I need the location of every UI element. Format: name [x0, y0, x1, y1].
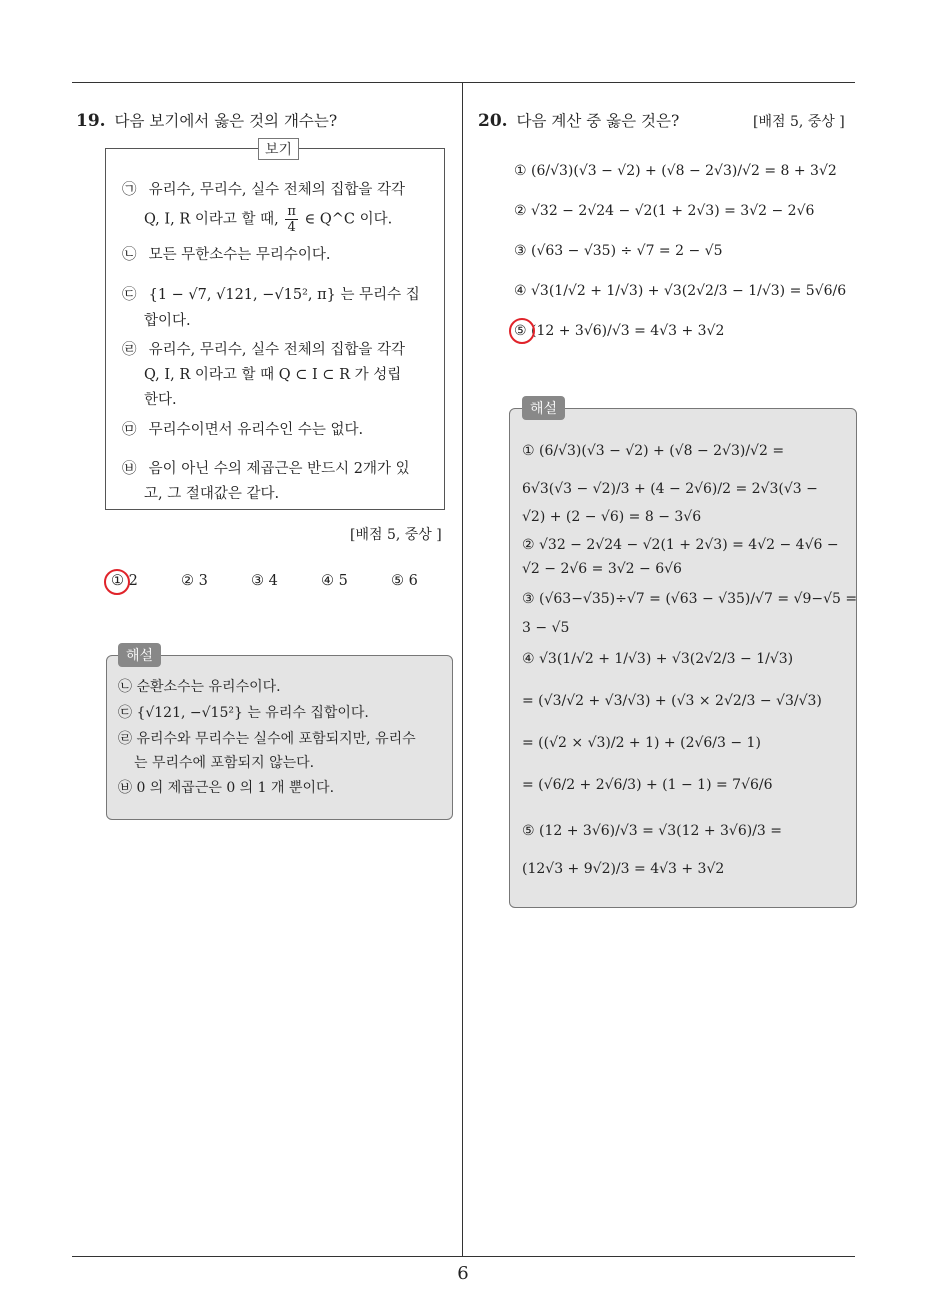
q19-answer-circle	[104, 569, 130, 595]
q19-choice-4[interactable]: ④ 5	[321, 573, 348, 589]
q19-number: 19.	[76, 111, 106, 131]
item-marker: ㉤	[122, 422, 137, 438]
q20-option-3[interactable]: ③ (√63 − √35) ÷ √7 = 2 − √5	[514, 243, 723, 259]
q20-explanation-line-7: 3 − √5	[522, 620, 570, 636]
q19-explanation-line-2: ㉢ {√121, −√15²} 는 유리수 집합이다.	[118, 705, 369, 721]
item-text: 무리수이면서 유리수인 수는 없다.	[148, 422, 364, 438]
item-text: Q, I, R 이라고 할 때 Q ⊂ I ⊂ R 가 성립	[144, 367, 402, 383]
q20-option-4[interactable]: ④ √3(1/√2 + 1/√3) + √3(2√2/3 − 1/√3) = 5√6/6	[514, 283, 847, 299]
item-marker: ㉥	[122, 461, 137, 477]
q20-explanation-line-6: ③ (√63−√35)÷√7 = (√63 − √35)/√7 = √9−√5 =	[522, 591, 858, 607]
q20-answer-circle	[509, 318, 535, 344]
q20-question: 다음 계산 중 옳은 것은?	[516, 112, 680, 130]
item-text: 합이다.	[144, 313, 191, 329]
q20-explanation-line-5: √2 − 2√6 = 3√2 − 6√6	[522, 561, 682, 577]
q19-choice-1[interactable]: ① 2	[111, 573, 138, 589]
q19-question: 다음 보기에서 옳은 것의 개수는?	[114, 112, 338, 130]
q19-item-5	[122, 418, 363, 442]
q19-choice-3[interactable]: ③ 4	[251, 573, 278, 589]
q20-explanation-line-9: = (√3/√2 + √3/√3) + (√3 × 2√2/3 − √3/√3)	[522, 693, 822, 709]
q19-explanation-line-3: ㉣ 유리수와 무리수는 실수에 포함되지만, 유리수	[118, 731, 416, 747]
q20-explanation-line-3: √2) + (2 − √6) = 8 − 3√6	[522, 509, 702, 525]
q20-option-1[interactable]: ① (6/√3)(√3 − √2) + (√8 − 2√3)/√2 = 8 + 3√2	[514, 163, 837, 179]
item-text: 유리수, 무리수, 실수 전체의 집합을 각각	[148, 182, 405, 198]
item-text: 유리수, 무리수, 실수 전체의 집합을 각각	[148, 342, 405, 358]
q19-explanation-line-4: 는 무리수에 포함되지 않는다.	[134, 755, 315, 771]
q19-example-label: 보기	[258, 138, 299, 160]
q19-item-6	[122, 457, 410, 481]
q19-item-1	[122, 178, 405, 202]
fraction-denominator: 4	[287, 220, 296, 235]
q20-explanation-line-4: ② √32 − 2√24 − √2(1 + 2√3) = 4√2 − 4√6 −	[522, 537, 839, 553]
top-rule	[72, 82, 855, 83]
page-number: 6	[457, 1263, 469, 1284]
q19-item-1-line2	[144, 204, 392, 235]
q19-choice-5[interactable]: ⑤ 6	[391, 573, 418, 589]
q20-number: 20.	[478, 111, 508, 131]
q20-explanation-line-8: ④ √3(1/√2 + 1/√3) + √3(2√2/3 − 1/√3)	[522, 651, 794, 667]
q20-explanation-line-10: = ((√2 × √3)/2 + 1) + (2√6/3 − 1)	[522, 735, 761, 751]
q19-score: [배점 5, 중상 ]	[350, 527, 442, 543]
item-text: 음이 아닌 수의 제곱근은 반드시 2개가 있	[148, 461, 410, 477]
item-text: ∈ Q^C 이다.	[304, 211, 393, 228]
q19-choice-2[interactable]: ② 3	[181, 573, 208, 589]
q19-title	[76, 109, 337, 131]
q19-explanation-line-1: ㉡ 순환소수는 유리수이다.	[118, 679, 281, 695]
pi-over-4-fraction	[285, 204, 298, 235]
q20-explanation-line-12: ⑤ (12 + 3√6)/√3 = √3(12 + 3√6)/3 =	[522, 823, 783, 839]
item-text: 모든 무한소수는 무리수이다.	[148, 247, 331, 263]
q20-option-2[interactable]: ② √32 − 2√24 − √2(1 + 2√3) = 3√2 − 2√6	[514, 203, 815, 219]
q19-item-3	[122, 283, 420, 307]
q20-option-5[interactable]: ⑤ (12 + 3√6)/√3 = 4√3 + 3√2	[514, 323, 725, 339]
q19-explanation-label: 해설	[118, 643, 161, 667]
item-marker: ㉡	[122, 247, 137, 263]
column-divider	[462, 82, 463, 1256]
q19-item-4-line3	[144, 388, 177, 412]
q20-explanation-line-1: ① (6/√3)(√3 − √2) + (√8 − 2√3)/√2 =	[522, 443, 785, 459]
q19-item-2	[122, 243, 331, 267]
q20-explanation-line-2: 6√3(√3 − √2)/3 + (4 − 2√6)/2 = 2√3(√3 −	[522, 481, 818, 497]
item-text: {1 − √7, √121, −√15², π} 는 무리수 집	[148, 287, 420, 303]
item-text: 고, 그 절대값은 같다.	[144, 486, 280, 502]
item-marker: ㉢	[122, 287, 137, 303]
fraction-numerator: π	[287, 204, 296, 219]
item-marker: ㉠	[122, 182, 137, 198]
item-text: Q, I, R 이라고 할 때,	[144, 211, 279, 228]
q19-item-4-line2	[144, 363, 401, 387]
q19-item-3-line2	[144, 309, 191, 333]
q19-item-6-line2	[144, 482, 279, 506]
q19-explanation-line-5: ㉥ 0 의 제곱근은 0 의 1 개 뿐이다.	[118, 780, 335, 796]
q20-explanation-line-11: = (√6/2 + 2√6/3) + (1 − 1) = 7√6/6	[522, 777, 773, 793]
item-text: 한다.	[144, 392, 177, 408]
q20-title	[478, 109, 679, 131]
q20-explanation-line-13: (12√3 + 9√2)/3 = 4√3 + 3√2	[522, 861, 725, 877]
bottom-rule	[72, 1256, 855, 1257]
q19-item-4	[122, 338, 405, 362]
item-marker: ㉣	[122, 342, 137, 358]
q20-score: [배점 5, 중상 ]	[753, 114, 845, 130]
q20-explanation-label: 해설	[522, 396, 565, 420]
